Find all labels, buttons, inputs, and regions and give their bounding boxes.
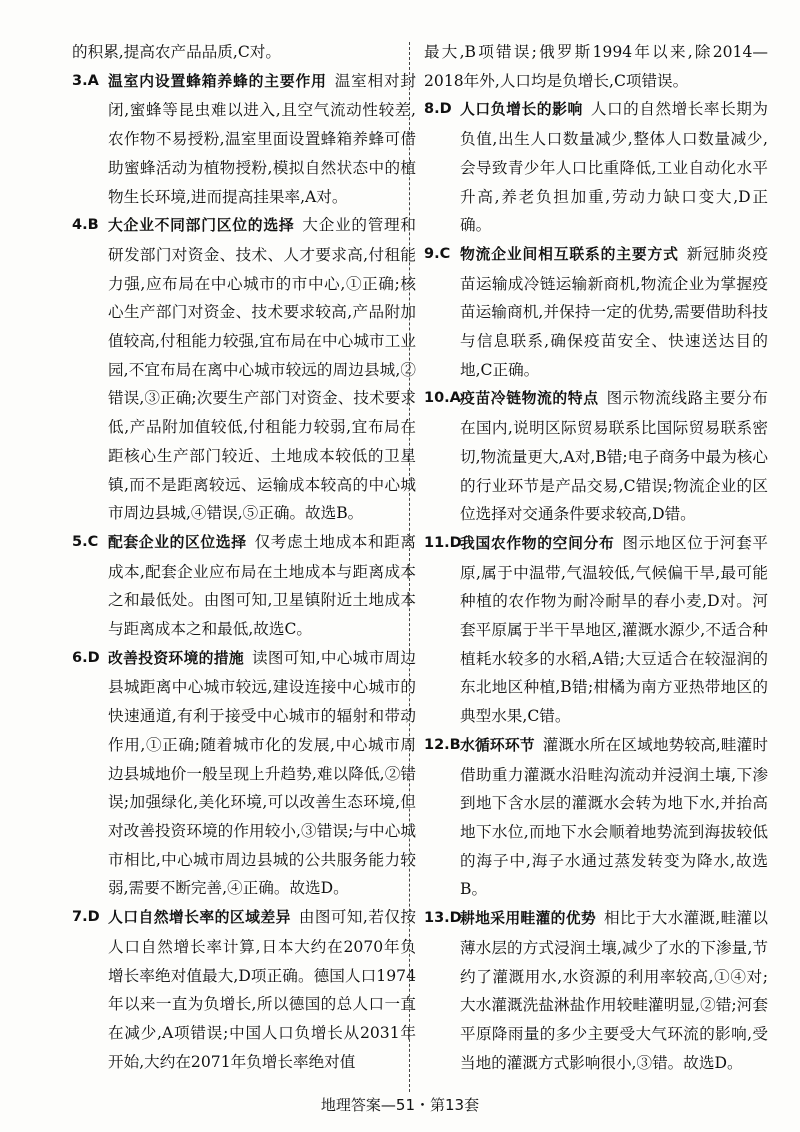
answer-number: 3.A xyxy=(72,72,99,89)
answer-number: 7.D xyxy=(72,909,100,926)
answer-item-3 xyxy=(72,67,416,212)
column-divider xyxy=(409,42,410,1092)
answer-explanation: 图示地区位于河套平原,属于中温带,气温较低,气候偏干旱,最可能种植的农作物为耐冷耐旱的春小麦,D对。河套平原属于半干旱地区,灌溉水源少,不适合种植耗水较多的水稻,A错;大豆适合在较湿润的东北地区种植,B错;柑橘为南方亚热带地区的典型水果,C错。 xyxy=(460,533,768,726)
answer-item-13 xyxy=(424,904,768,1077)
answer-item-5 xyxy=(72,528,416,644)
answer-explanation: 大企业的管理和研发部门对资金、技术、人才要求高,付租能力强,应布局在中心城市的市中心,①正确;核心生产部门对资金、技术要求较高,产品附加值较高,付租能力较强,宜布局在中心城市工业园,不宜布局在离中心城市较远的周边县城,②错误,③正确;次要生产部门对资金、技术要求低,产品附加值较低,付租能力较弱,宜布局在距核心生产部门较近、土地成本较低的卫星镇,而不是距离较远、运输成本较高的中心城市周边县城,④错误,⑤正确。故选B。 xyxy=(108,216,416,523)
answer-number: 4.B xyxy=(72,217,99,234)
answer-explanation: 相比于大水灌溉,畦灌以薄水层的方式浸润土壤,减少了水的下渗量,节约了灌溉用水,水资源的利用率较高,①④对;大水灌溉洗盐淋盐作用较畦灌明显,②错;河套平原降雨量的多少主要受大气环流的影响,受当地的灌溉方式影响很小,③错。故选D。 xyxy=(460,909,768,1072)
answer-item-9 xyxy=(424,240,768,385)
answer-number: 11.D xyxy=(424,534,462,551)
answer-explanation: 图示物流线路主要分布在国内,说明区际贸易联系比国际贸易联系密切,物流量更大,A对,B错;电子商务中最为核心的行业环节是产品交易,C错误;物流企业的区位选择对交通条件要求较高,D错。 xyxy=(460,389,768,524)
right-continuation: 最大,B项错误;俄罗斯1994年以来,除2014—2018年外,人口均是负增长,C项错误。 xyxy=(424,43,768,90)
answer-item-10 xyxy=(424,384,768,529)
answer-explanation: 仅考虑土地成本和距离成本,配套企业应布局在土地成本与距离成本之和最低处。由图可知,卫星镇附近土地成本与距离成本之和最低,故选C。 xyxy=(108,532,416,639)
answer-item-11 xyxy=(424,529,768,731)
answer-number: 12.B xyxy=(424,736,461,753)
answer-topic: 疫苗冷链物流的特点 xyxy=(460,390,599,408)
right-column xyxy=(424,38,768,1077)
answer-item-7 xyxy=(72,903,416,1076)
answer-item-4 xyxy=(72,211,416,528)
answer-number: 8.D xyxy=(424,101,452,118)
answer-explanation: 读图可知,中心城市周边县城距离中心城市较远,建设连接中心城市的快速通道,有利于接受中心城市的辐射和带动作用,①正确;随着城市化的发展,中心城市周边县城地价一般呈现上升趋势,难以降低,②错误;加强绿化,美化环境,可以改善生态环境,但对改善投资环境的作用较小,③错误;与中心城市相比,中心城市周边县城的公共服务能力较弱,需要不断完善,④正确。故选D。 xyxy=(108,648,416,898)
answer-topic: 配套企业的区位选择 xyxy=(108,533,247,551)
answer-topic: 水循环环节 xyxy=(460,736,535,754)
left-continuation: 的积累,提高农产品品质,C对。 xyxy=(72,43,281,61)
answer-number: 6.D xyxy=(72,649,100,666)
left-column xyxy=(72,38,416,1076)
answer-explanation: 新冠肺炎疫苗运输成冷链运输新商机,物流企业为掌握疫苗运输商机,并保持一定的优势,需要借助科技与信息联系,确保疫苗安全、快速送达目的地,C正确。 xyxy=(460,244,768,379)
answer-number: 5.C xyxy=(72,533,99,550)
answer-item-12 xyxy=(424,731,768,904)
answer-topic: 人口自然增长率的区域差异 xyxy=(108,909,291,927)
answer-explanation: 由图可知,若仅按人口自然增长率计算,日本大约在2070年负增长率绝对值最大,D项正确。德国人口1974年以来一直为负增长,所以德国的总人口一直在减少,A项错误;中国人口负增长从2031年开始,大约在2071年负增长率绝对值 xyxy=(108,908,416,1071)
answer-explanation: 人口的自然增长率长期为负值,出生人口数量减少,整体人口数量减少,会导致青少年人口比重降低,工业自动化水平升高,养老负担加重,劳动力缺口变大,D正确。 xyxy=(460,100,768,235)
answer-topic: 耕地采用畦灌的优势 xyxy=(460,910,596,928)
answer-topic: 温室内设置蜂箱养蜂的主要作用 xyxy=(108,72,327,90)
answer-topic: 人口负增长的影响 xyxy=(460,101,583,119)
answer-topic: 大企业不同部门区位的选择 xyxy=(108,217,295,235)
answer-number: 9.C xyxy=(424,245,451,262)
page-footer: 地理答案—51・第13套 xyxy=(320,1096,480,1114)
answer-item-8 xyxy=(424,95,768,240)
answer-number: 13.D xyxy=(424,910,462,927)
answer-explanation: 温室相对封闭,蜜蜂等昆虫难以进入,且空气流动性较差,农作物不易授粉,温室里面设置蜂箱养蜂可借助蜜蜂活动为植物授粉,模拟自然状态中的植物生长环境,进而提高挂果率,A对。 xyxy=(108,71,416,206)
answer-item-6 xyxy=(72,644,416,903)
answer-topic: 我国农作物的空间分布 xyxy=(460,534,615,552)
answer-topic: 改善投资环境的措施 xyxy=(108,649,244,667)
answer-explanation: 灌溉水所在区域地势较高,畦灌时借助重力灌溉水沿畦沟流动并浸润土壤,下渗到地下含水层的灌溉水会转为地下水,并抬高地下水位,而地下水会顺着地势流到海拔较低的海子中,海子水通过蒸发转变为降水,故选B。 xyxy=(460,735,768,899)
answer-topic: 物流企业间相互联系的主要方式 xyxy=(460,245,679,263)
answer-number: 10.A xyxy=(424,390,461,407)
